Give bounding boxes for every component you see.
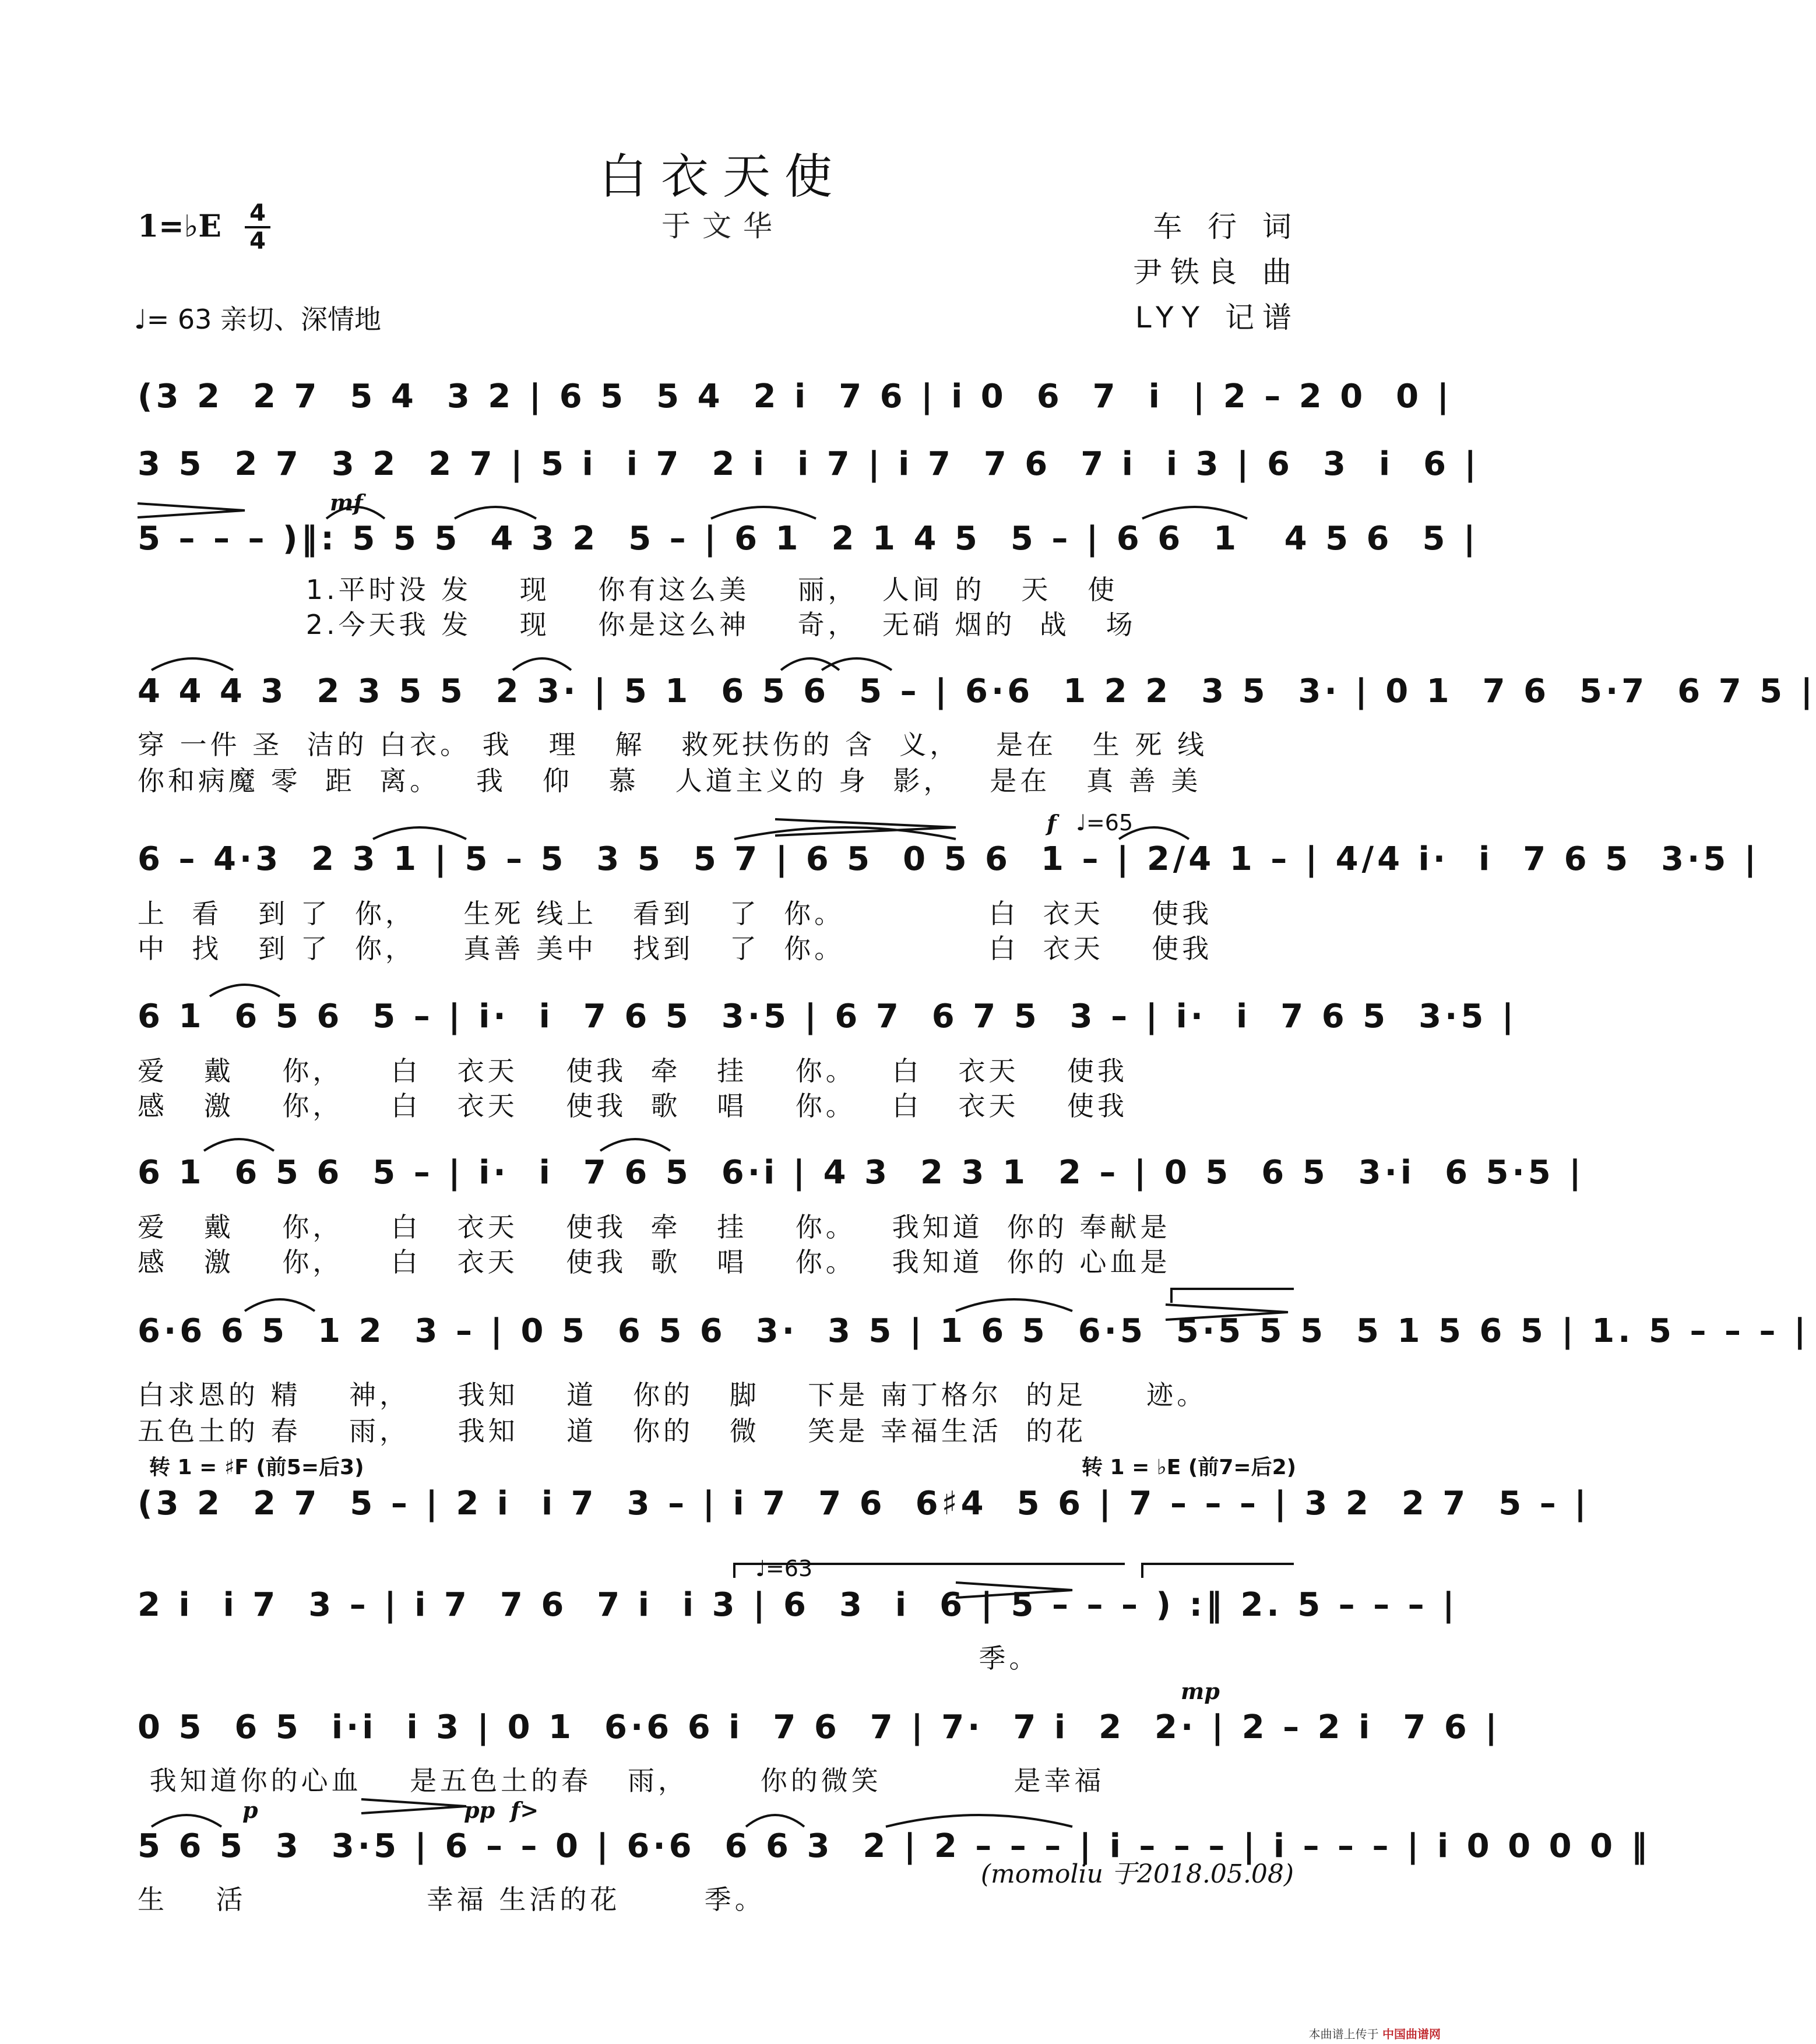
slur [152,658,233,670]
notes-line: 2 i i 7 3 – | i 7 7 6 7 i i 3 | 6 3 i 6 | 5 – – – ) :‖ 2. 5 – – – | [138,1586,1458,1624]
composer: 尹铁良 曲 [1133,255,1300,289]
notes-line: 6 – 4·3 2 3 1 | 5 – 5 3 5 5 7 | 6 5 0 5 6 1 – | 2/4 1 – | 4/4 i· i 7 6 5 3·5 | [138,840,1760,878]
notes-line: 5 – – – )‖: 5 5 5 4 3 2 5 – | 6 1 2 1 4 5 5 – | 6 6 1 4 5 6 5 | [138,520,1479,558]
time-signature-bottom: 4 [249,228,266,255]
slur [1119,827,1189,839]
lyrics-verse-1: 爱 戴 你， 白 衣天 使我 牵 挂 你。 我知道 你的 奉献是 [138,1211,1171,1243]
lyrics-verse-2: 你和病魔 零 距 离。 我 仰 慕 人道主义的 身 影， 是在 真 善 美 [138,765,1202,797]
page-subtitle: 于文华 [661,209,784,243]
tempo-return-63: ♩=63 [755,1556,813,1581]
lyrics-verse-1: 上 看 到 了 你， 生死 线上 看到 了 你。 白 衣天 使我 [138,898,1213,929]
transcriber: LYY 记谱 [1135,301,1300,334]
slur [956,1299,1072,1311]
dynamic-p: p [242,1797,258,1823]
tempo-marking: ♩= 63 亲切、深情地 [134,304,382,335]
lyrics-verse-1: 季。 [138,1643,1040,1674]
site-logo: 中国曲谱网 [1382,2027,1441,2041]
footer-text: 本曲谱上传于 [1308,2027,1379,2041]
decrescendo-hairpin [361,1799,466,1813]
volta-2-bracket [1142,1564,1294,1578]
dynamic-mp: mp [1181,1678,1220,1704]
slur [746,1815,804,1827]
notes-line: 6 1 6 5 6 5 – | i· i 7 6 5 3·5 | 6 7 6 7 5 3 – | i· i 7 6 5 3·5 | [138,998,1518,1035]
slur [455,507,536,519]
lyrics-verse-1: 生 活 幸福 生活的花 季。 [138,1884,765,1915]
key-signature: 1=♭E [138,209,221,244]
lyrics-verse-2: 2.今天我 发 现 你是这么神 奇， 无硝 烟的 战 场 [138,609,1136,640]
lyrics-verse-2: 感 激 你， 白 衣天 使我 歌 唱 你。 我知道 你的 心血是 [138,1246,1171,1278]
volta-1-bracket [1171,1289,1294,1303]
slur [204,1139,274,1151]
dynamic-f: f [1047,810,1057,836]
slur [373,827,466,839]
lyrics-verse-1: 穿 一件 圣 洁的 白衣。 我 理 解 救死扶伤的 含 义， 是在 生 死 线 [138,729,1208,760]
notes-line: (3 2 2 7 5 – | 2 i i 7 3 – | i 7 7 6 6♯4 5 6 | 7 – – – | 3 2 2 7 5 – | [138,1485,1590,1523]
lyrics-verse-2: 感 激 你， 白 衣天 使我 歌 唱 你。 白 衣天 使我 [138,1090,1128,1122]
slur [822,658,892,670]
slur [886,1815,1072,1827]
tempo-change-65: ♩=65 [1076,810,1134,836]
notes-line: 4 4 4 3 2 3 5 5 2 3· | 5 1 6 5 6 5 – | 6·6 1 2 2 3 5 3· | 0 1 7 6 5·7 6 7 5 | [138,672,1816,710]
lyrics-verse-1: 爱 戴 你， 白 衣天 使我 牵 挂 你。 白 衣天 使我 [138,1055,1128,1087]
decrescendo-hairpin [956,1583,1072,1598]
notes-line: 6·6 6 5 1 2 3 – | 0 5 6 5 6 3· 3 5 | 1 6 5 6·5 5·5 5 5 5 1 5 6 5 | 1. 5 – – – | [138,1312,1810,1350]
lyrics-verse-1: 1.平时没 发 现 你有这么美 丽， 人间 的 天 使 [138,574,1118,605]
notes-line: 0 5 6 5 i·i i 3 | 0 1 6·6 6 i 7 6 7 | 7· 7 i 2 2· | 2 – 2 i 7 6 | [138,1708,1501,1746]
signature: (momoliu 于2018.05.08) [980,1859,1294,1889]
slur [152,1815,221,1827]
slur [326,507,385,519]
lyricist: 车 行 词 [1153,210,1300,244]
dynamic-pp: pp [464,1797,495,1823]
notes-line: 6 1 6 5 6 5 – | i· i 7 6 5 6·i | 4 3 2 3 1 2 – | 0 5 6 5 3·i 6 5·5 | [138,1154,1585,1192]
slur [711,507,816,519]
dynamic-mf: mf [330,489,363,516]
modulation-note-1: 转 1 = ♯F (前5=后3) [149,1456,364,1479]
lyrics-verse-2: 中 找 到 了 你， 真善 美中 找到 了 你。 白 衣天 使我 [138,933,1213,964]
dynamic-f-accent: f> [511,1797,539,1823]
time-signature-top: 4 [249,200,266,227]
lyrics-verse-1: 我知道你的心血 是五色土的春 雨， 你的微笑 是幸福 [138,1765,1105,1796]
notes-line: 3 5 2 7 3 2 2 7 | 5 i i 7 2 i i 7 | i 7 7 6 7 i i 3 | 6 3 i 6 | [138,445,1480,483]
tempo-bracket [734,1564,1125,1578]
decrescendo-hairpin [138,503,245,517]
lyrics-verse-1: 白求恩的 精 神， 我知 道 你的 脚 下是 南丁格尔 的足 迹。 [138,1379,1208,1411]
decrescendo-hairpin [1166,1305,1288,1320]
page-title: 白衣天使 [599,149,846,205]
slur [600,1139,670,1151]
notes-line: 5 6 5 3 3·5 | 6 – – 0 | 6·6 6 6 3 2 | 2 – – – | i – – – | i – – – | i 0 0 0 0 ‖ [138,1827,1651,1865]
notes-line: (3 2 2 7 5 4 3 2 | 6 5 5 4 2 i 7 6 | i 0 6 7 i | 2 – 2 0 0 | [138,378,1453,415]
lyrics-verse-2: 五色土的 春 雨， 我知 道 你的 微 笑是 幸福生活 的花 [138,1415,1087,1447]
slur [513,658,571,670]
slur [210,985,280,996]
slur [245,1299,315,1311]
slur [1142,507,1247,519]
modulation-note-2: 转 1 = ♭E (前7=后2) [1082,1456,1297,1479]
